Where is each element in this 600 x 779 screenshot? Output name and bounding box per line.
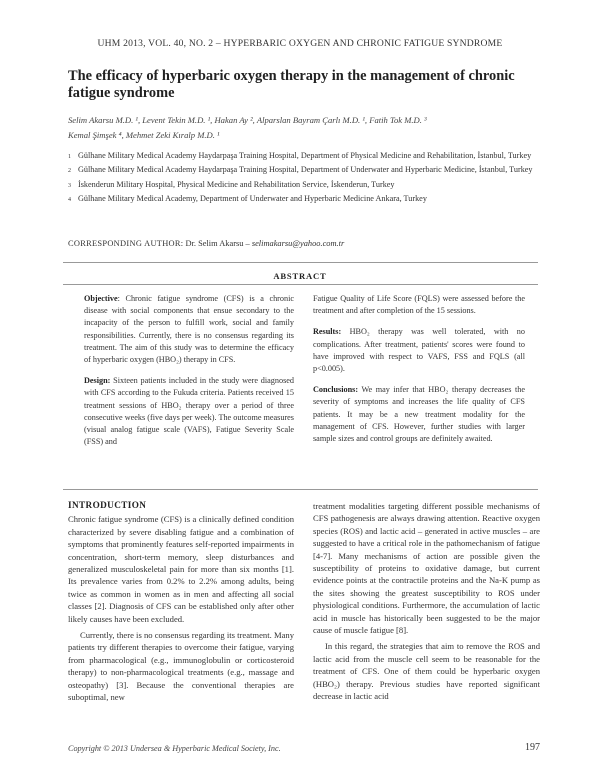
conclusions-label: Conclusions: bbox=[313, 385, 359, 395]
body-right-column bbox=[313, 500, 540, 703]
copyright-notice: Copyright © 2013 Undersea & Hyperbaric Medical Society, Inc. bbox=[68, 744, 281, 753]
article-title: The efficacy of hyperbaric oxygen therapy in the management of chronic fatigue syndrome bbox=[68, 68, 515, 101]
conclusions-text: We may infer that HBO₂ therapy decreases the severity of symptoms and increases the life quality of CFS patients. It may be a new treatment modality for the management of CFS. However, further studies with larger sample sizes and control groups are definitely awaited. bbox=[313, 385, 525, 444]
abstract-design-continued: Fatigue Quality of Life Score (FQLS) were assessed before the treatment and after completion of the 15 sessions. bbox=[313, 294, 525, 316]
corresponding-email[interactable]: selimakarsu@yahoo.com.tr bbox=[251, 239, 345, 248]
design-text: Sixteen patients included in the study were diagnosed with CFS according to the Fukuda criteria. Patients received 15 treatment sessions of HBO₂ therapy over a period of three consecutive weeks (five days per week). The outcome measures (visual analog fatigue scale (VAFS), Fatigue Severity Scale (FSS) and bbox=[84, 376, 294, 447]
design-label: Design: bbox=[84, 376, 111, 386]
affiliation-number: 1 bbox=[68, 154, 71, 160]
affiliation-text: İskenderun Military Hospital, Physical Medicine and Rehabilitation Service, İskenderun, Turkey bbox=[78, 179, 395, 189]
body-paragraph: In this regard, the strategies that aim to remove the ROS and lactic acid from the muscle cell seem to be reasonable for the treatment of CFS. One of them could be hyperbaric oxygen (HBO₂) therapy. Previous studies have reported significant decrease in lactic acid bbox=[313, 641, 540, 702]
affiliation-text: Gülhane Military Medical Academy Haydarpaşa Training Hospital, Department of Underwater and Hyperbaric Medicine, İstanbul, Turkey bbox=[78, 165, 533, 175]
objective-label: Objective bbox=[84, 294, 118, 303]
abstract-design bbox=[84, 375, 294, 448]
abstract-results bbox=[313, 326, 525, 375]
abstract-right-column bbox=[313, 293, 525, 454]
body-paragraph: treatment modalities targeting different possible mechanisms of CFS pathogenesis are always drawing attention. Reactive oxygen species (ROS) and lactic acid – generated in active muscles – are suggested to have a critical role in the pathomechanism of fatigue [4-7]. Many mechanisms of action are possible given the susceptibility of proteins to oxidative damage, but current evidence points at the contractile proteins and the Na-K pump as the sites showing the greatest susceptibility to ROS under physiological conditions. Furthermore, the accumulation of lactic acid in muscle has historically been suggested to be the major cause of muscle fatigue [8]. bbox=[313, 501, 540, 636]
author-line: Kemal Şimşek ⁴, Mehmet Zeki Kıralp M.D. ¹ bbox=[68, 130, 220, 140]
divider bbox=[63, 262, 538, 263]
affiliation-number: 3 bbox=[68, 182, 71, 189]
abstract-heading: ABSTRACT bbox=[273, 271, 327, 281]
abstract-objective bbox=[84, 293, 294, 366]
divider bbox=[63, 489, 538, 490]
author-line: Selim Akarsu M.D. ¹, Levent Tekin M.D. ¹, Hakan Ay ², Alparslan Bayram Çarlı M.D. ¹, Fatih Tok M.D. ³ bbox=[68, 115, 427, 125]
body-paragraph: Currently, there is no consensus regarding its treatment. Many patients try different therapies to overcome their fatigue, varying from pharmacological (e.g., immunoglobulin or corticosteroid therapy) to non-pharmacological treatments (e.g., massage and osteopathy) [3]. Because the conventional therapies are suboptimal, new bbox=[68, 630, 294, 703]
section-heading: INTRODUCTION bbox=[68, 500, 147, 510]
running-head: UHM 2013, VOL. 40, NO. 2 – HYPERBARIC OXYGEN AND CHRONIC FATIGUE SYNDROME bbox=[97, 38, 503, 49]
results-text: HBO₂ therapy was well tolerated, with no complications. After treatment, patients' scores were found to have improved with respect to VAFS, FSS and FQLS (all p<0.005). bbox=[313, 327, 525, 374]
affiliation bbox=[68, 164, 538, 177]
objective-text: : Chronic fatigue syndrome (CFS) is a chronic disease with social components that ensue secondary to the incapacity of the person to fulfill work, social and family responsibilities. Currently, there is no consensus regarding its treatment. The aim of this study was to determine the efficacy of hyperbaric oxygen (HBO₂) therapy in CFS. bbox=[84, 294, 294, 365]
page-number: 197 bbox=[525, 742, 540, 753]
corresponding-name: Dr. Selim Akarsu – bbox=[183, 239, 252, 248]
corresponding-author bbox=[68, 239, 344, 248]
abstract-left-column bbox=[84, 293, 294, 457]
body-paragraph: Chronic fatigue syndrome (CFS) is a clinically defined condition characterized by severe disabling fatigue and a combination of symptoms that prominently features self-reported impairments in concentration, short-term memory, sleep disturbances and generalized musculoskeletal pain for more than six months [1]. Its prevalence varies from 0.2% to 2.2% among adults, being twice as common in women as in men and affecting all social classes [2]. Diagnosis of CFS can be established only after other likely causes have been excluded. bbox=[68, 514, 294, 624]
affiliation bbox=[68, 193, 538, 206]
body-left-column bbox=[68, 499, 294, 704]
affiliation-number: 2 bbox=[68, 168, 71, 175]
affiliation-list bbox=[68, 150, 538, 208]
affiliation-text: Gülhane Military Medical Academy Haydarpaşa Training Hospital, Department of Physical Medicine and Rehabilitation, İstanbul, Turkey bbox=[78, 151, 532, 160]
affiliation bbox=[68, 179, 538, 192]
affiliation-text: Gülhane Military Medical Academy, Department of Underwater and Hyperbaric Medicine Ankara, Turkey bbox=[78, 194, 427, 204]
abstract-conclusions bbox=[313, 384, 525, 445]
affiliation bbox=[68, 150, 538, 163]
corresponding-label: CORRESPONDING AUTHOR: bbox=[68, 239, 184, 248]
results-label: Results: bbox=[313, 327, 342, 337]
author-list bbox=[68, 113, 538, 143]
divider bbox=[63, 284, 538, 285]
affiliation-number: 4 bbox=[68, 197, 71, 204]
